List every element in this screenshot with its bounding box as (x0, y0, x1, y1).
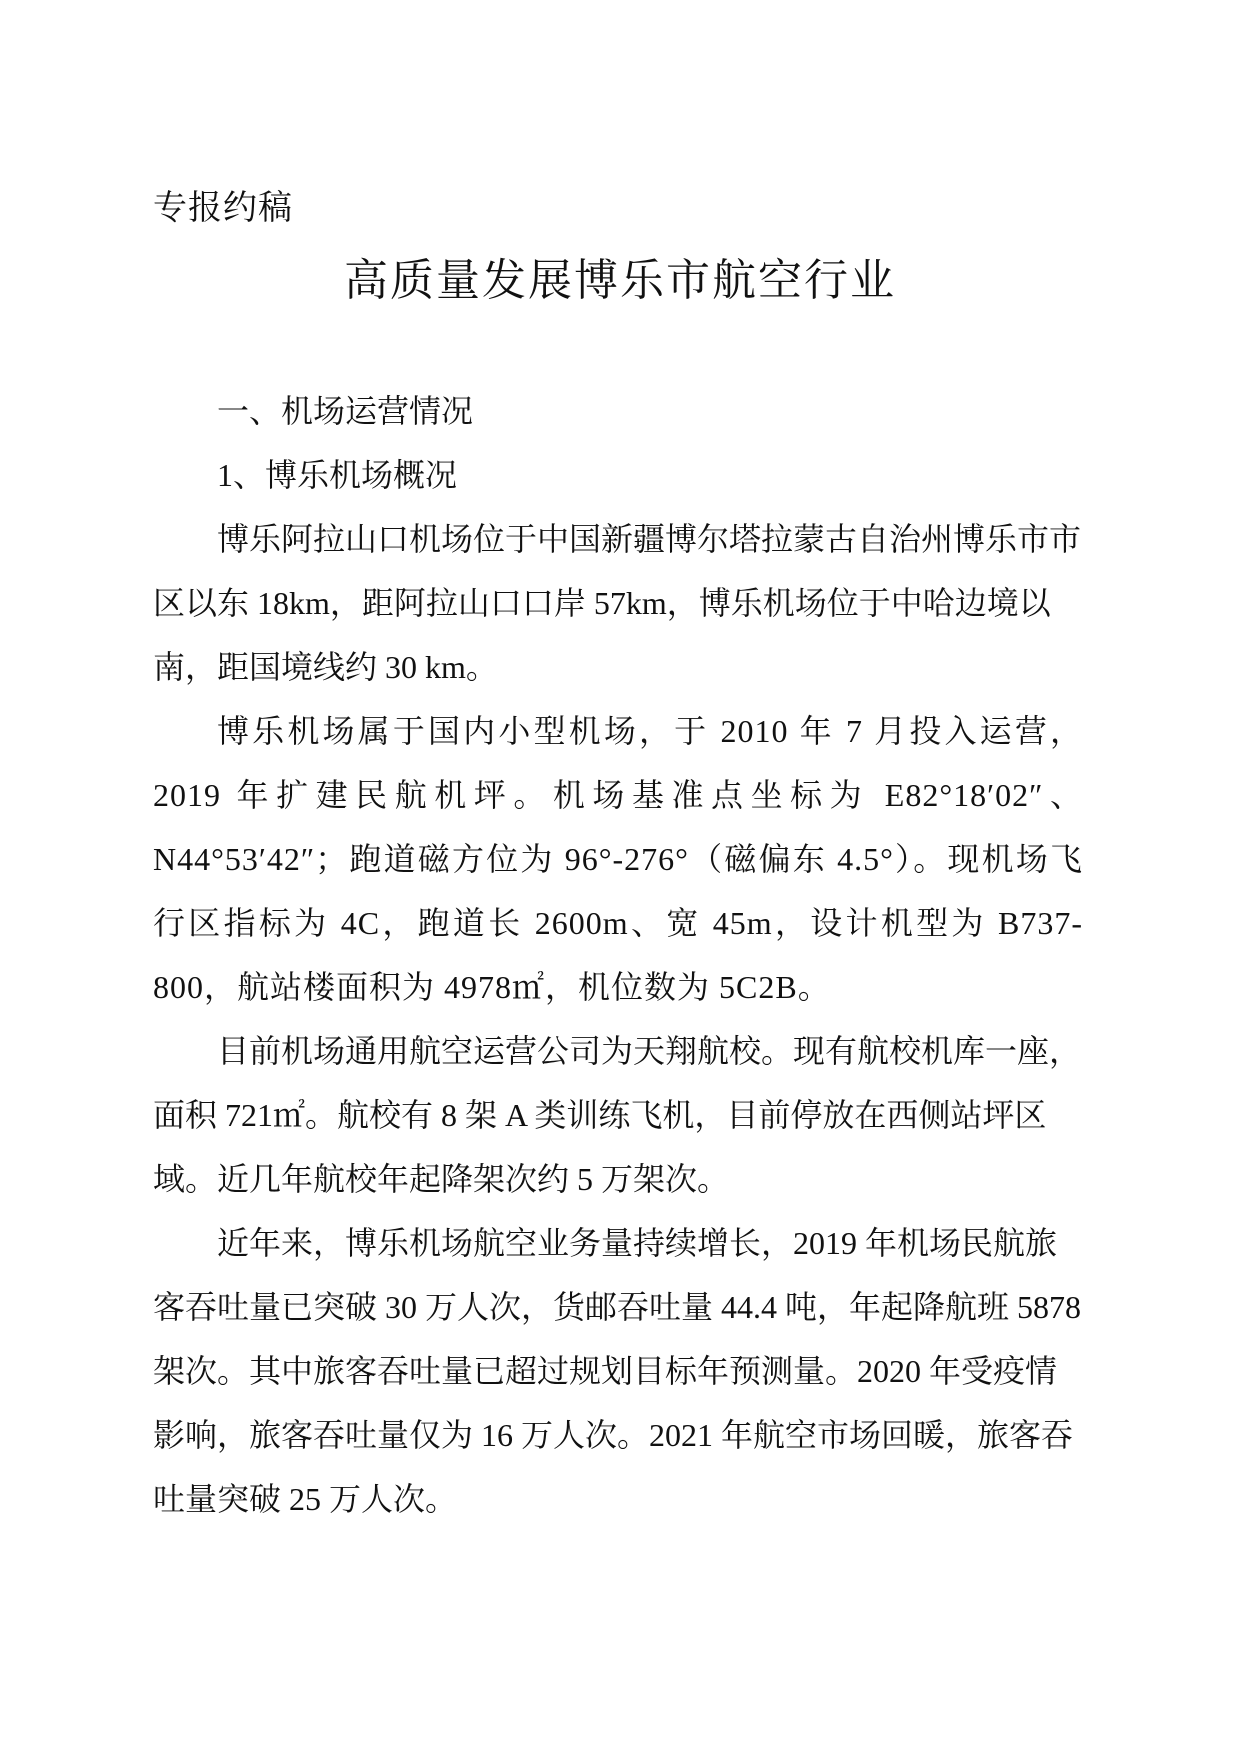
document-body (153, 379, 1083, 1531)
subsection-heading: 1、博乐机场概况 (217, 457, 458, 493)
paragraph-location: 博乐阿拉山口机场位于中国新疆博尔塔拉蒙古自治州博乐市市区以东 18km，距阿拉山口口岸 57km，博乐机场位于中哈边境以南，距国境线约 30 km。 (153, 521, 1082, 685)
document-title: 高质量发展博乐市航空行业 (344, 255, 896, 306)
report-tag: 专报约稿 (153, 188, 293, 228)
paragraph-traffic-growth: 近年来，博乐机场航空业务量持续增长，2019 年机场民航旅客吞吐量已突破 30 万人次，货邮吞吐量 44.4 吨，年起降航班 5878 架次。其中旅客吞吐量已超过规划目标年预测量。2020 年受疫情影响，旅客吞吐量仅为 16 万人次。2021 年航空市场回暖，旅客吞吐量突破 25 万人次。 (153, 1225, 1082, 1517)
section-heading: 一、机场运营情况 (217, 392, 474, 430)
paragraph-airport-specs: 博乐机场属于国内小型机场，于 2010 年 7 月投入运营，2019 年扩建民航机坪。机场基准点坐标为 E82°18′02″、N44°53′42″；跑道磁方位为 96°-276°（磁偏东 4.5°）。现机场飞行区指标为 4C，跑道长 2600m、宽 45m，设计机型为 B737-800，航站楼面积为 4978㎡，机位数为 5C2B。 (153, 713, 1083, 1005)
paragraph-general-aviation: 目前机场通用航空运营公司为天翔航校。现有航校机库一座，面积 721㎡。航校有 8 架 A 类训练飞机，目前停放在西侧站坪区域。近几年航校年起降架次约 5 万架次。 (153, 1033, 1082, 1197)
